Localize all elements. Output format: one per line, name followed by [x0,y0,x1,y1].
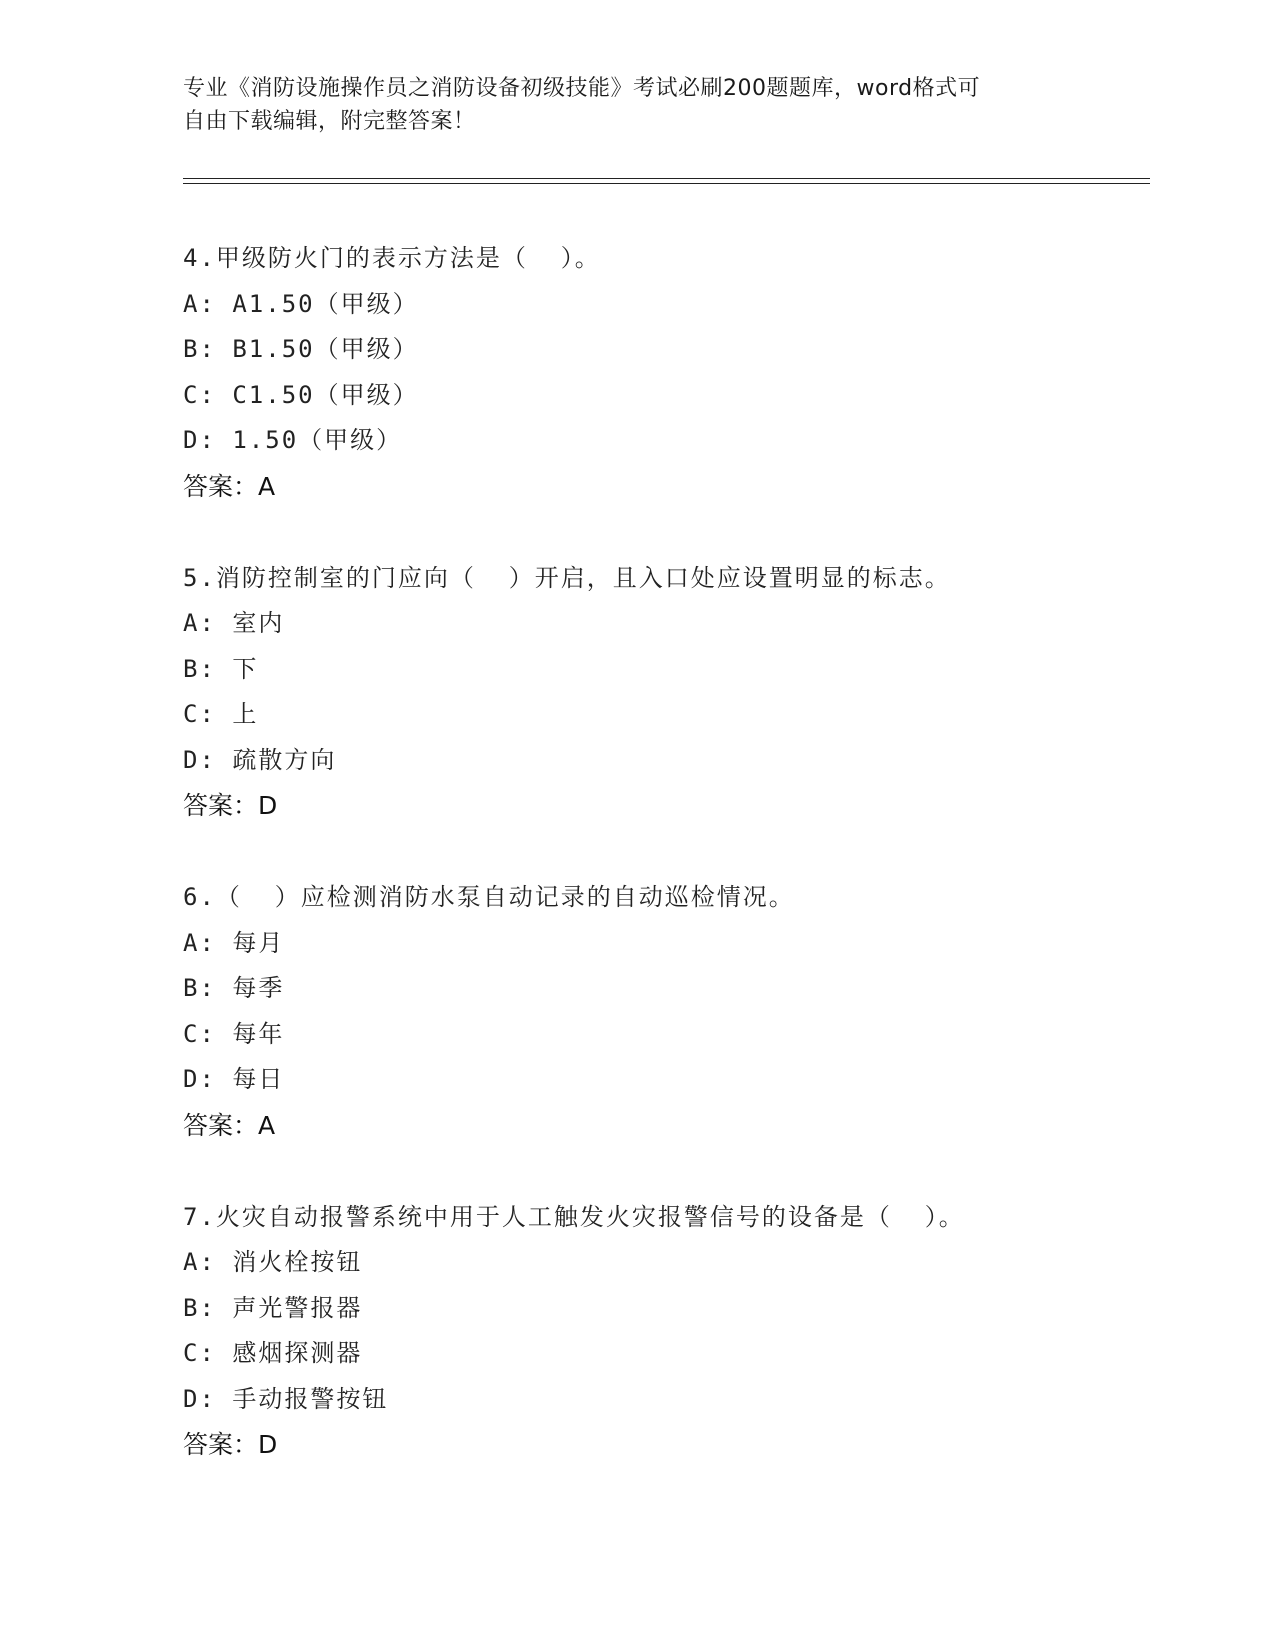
question-6 [183,875,1143,1149]
option-c: C: 每年 [183,1019,285,1048]
option-a: A: A1.50（甲级） [183,289,419,318]
option-b: B: 每季 [183,974,285,1002]
question-5 [183,556,1143,830]
option-a: A: 每月 [183,928,285,957]
question-list [183,236,1143,1514]
option-d: D: 手动报警按钮 [183,1384,389,1413]
option-d: D: 疏散方向 [183,745,337,774]
option-d: D: 每日 [183,1065,285,1093]
answer-line: 答案：D [183,791,278,820]
header-rule-bottom [183,183,1150,184]
answer-line: 答案：D [183,1430,278,1459]
option-c: C: C1.50（甲级） [183,380,419,409]
answer-line: 答案：A [183,1110,276,1140]
option-c: C: 感烟探测器 [183,1339,363,1367]
option-a: A: 消火栓按钮 [183,1248,363,1276]
header-rule-top [183,178,1150,179]
question-stem: 5.消防控制室的门应向（ ）开启，且入口处应设置明显的标志。 [183,563,951,592]
question-stem: 6.（ ）应检测消防水泵自动记录的自动巡检情况。 [183,883,795,911]
document-header [183,72,1063,138]
header-line-1: 专业《消防设施操作员之消防设备初级技能》考试必刷200题题库，word格式可 [183,76,981,101]
option-c: C: 上 [183,700,259,728]
option-b: B: 声光警报器 [183,1293,363,1322]
header-line-2: 自由下载编辑，附完整答案！ [183,109,476,134]
option-b: B: B1.50（甲级） [183,335,419,363]
question-7 [183,1195,1143,1469]
question-stem: 4.甲级防火门的表示方法是（ ）。 [183,244,601,272]
answer-line: 答案：A [183,471,276,501]
question-4 [183,236,1143,510]
option-d: D: 1.50（甲级） [183,426,403,454]
option-b: B: 下 [183,654,259,683]
option-a: A: 室内 [183,609,285,637]
question-stem: 7.火灾自动报警系统中用于人工触发火灾报警信号的设备是（ ）。 [183,1202,965,1231]
